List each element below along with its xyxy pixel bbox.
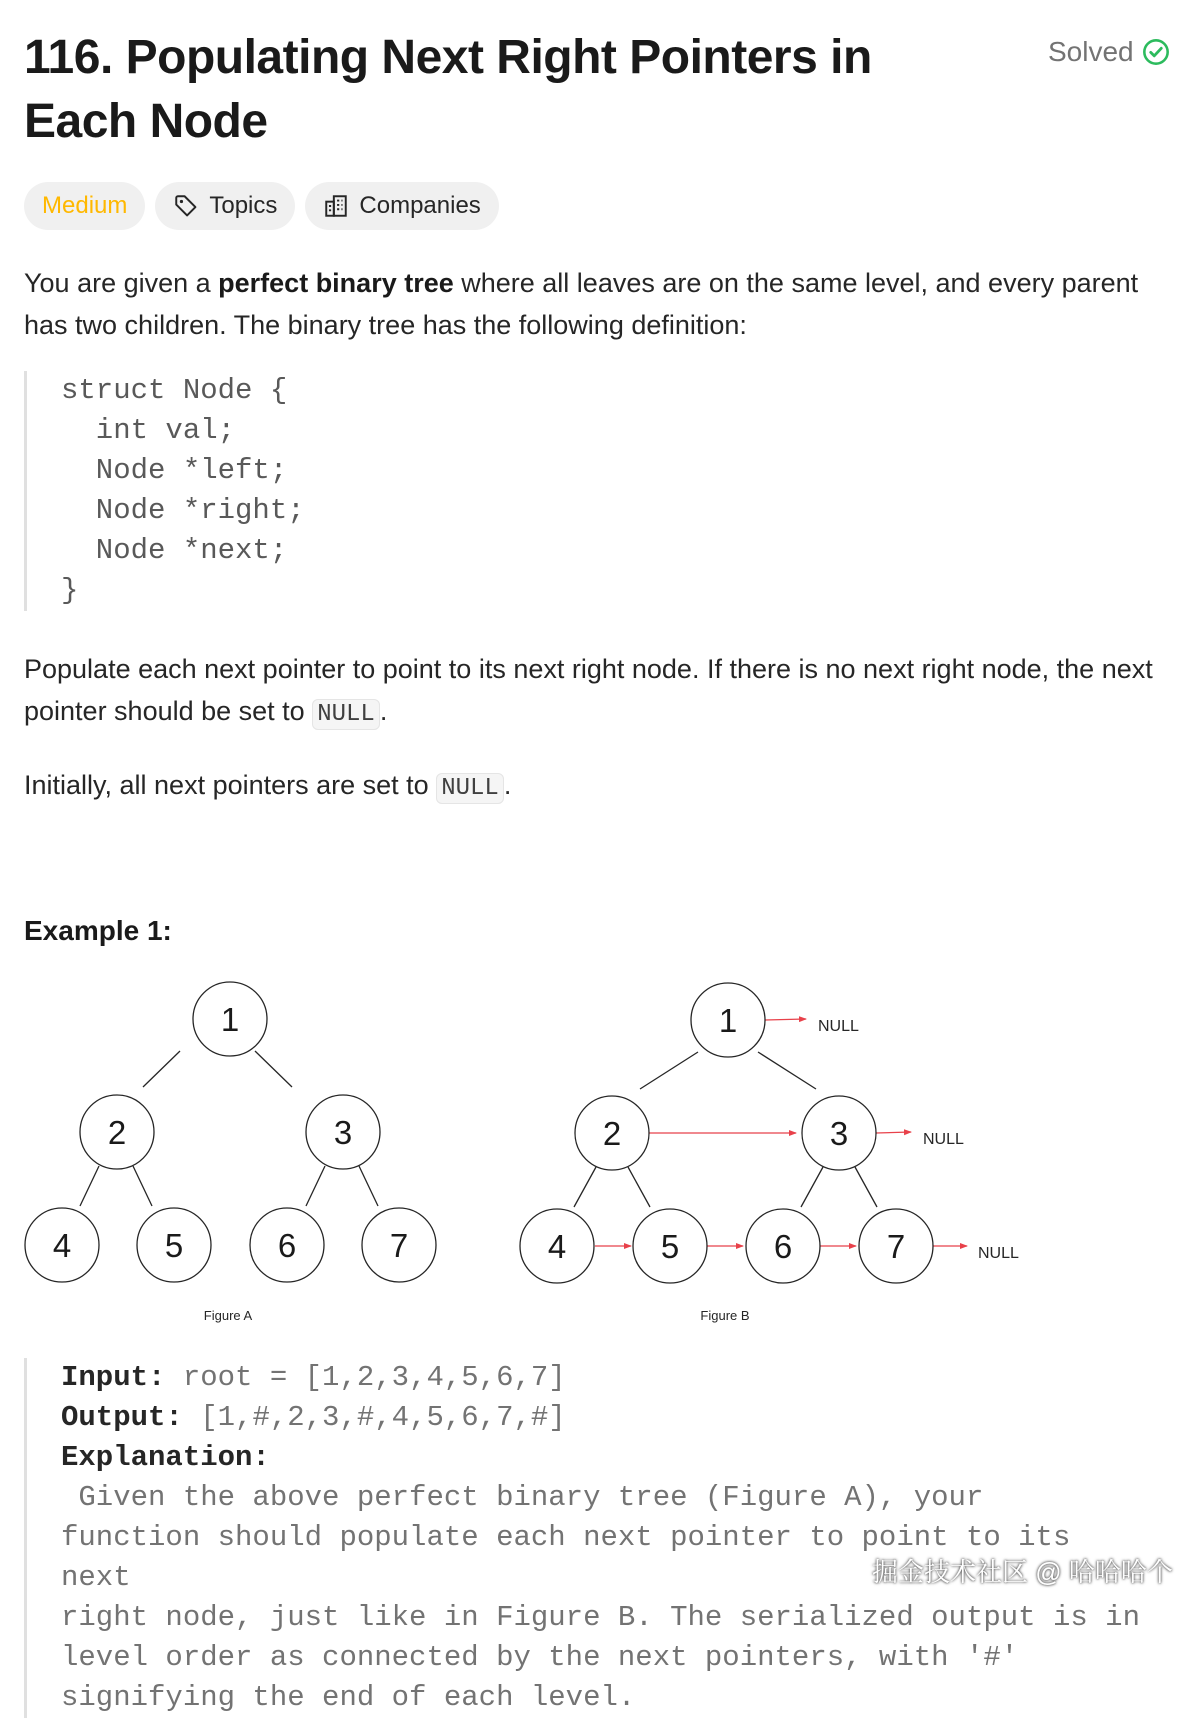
next-arrow <box>765 1019 806 1020</box>
null-code: NULL <box>436 773 504 804</box>
description-paragraph-1: You are given a perfect binary tree where all leaves are on the same level, and every parent has two children. The binary tree has the following definition: <box>24 268 1139 340</box>
null-label: NULL <box>923 1131 964 1148</box>
emphasis-perfect-binary-tree: perfect binary tree <box>218 268 454 298</box>
code-line: struct Node { <box>61 374 288 407</box>
solved-status <box>1048 36 1170 68</box>
code-line: } <box>61 574 79 607</box>
tag-bar <box>24 182 499 230</box>
tag-icon <box>173 193 199 219</box>
explanation-text: right node, just like in Figure B. The serialized output is in <box>61 1601 1140 1634</box>
code-line: Node *right; <box>61 494 305 527</box>
figure-b-label-2: 2 <box>602 1115 622 1152</box>
description-paragraph-3: Initially, all next pointers are set to NULL . <box>24 770 512 802</box>
figure-b-label-4: 4 <box>547 1228 567 1265</box>
difficulty-badge[interactable] <box>24 182 145 230</box>
output-line <box>61 1398 1144 1438</box>
figure-b-label-5: 5 <box>660 1228 680 1265</box>
watermark: 掘金技术社区 @ 哈哈哈个 <box>872 1557 1173 1587</box>
companies-label: Companies <box>359 192 481 219</box>
code-line: int val; <box>61 414 236 447</box>
figure-b-label-6: 6 <box>773 1228 793 1265</box>
explanation-text: level order as connected by the next pointers, with '#' <box>61 1641 1019 1674</box>
difficulty-label: Medium <box>42 192 128 219</box>
topics-button[interactable] <box>155 182 295 230</box>
description-paragraph-2: Populate each next pointer to point to its next right node. If there is no next right node, the next pointer should be set to NULL . <box>24 654 1153 728</box>
figure-a-label-5: 5 <box>164 1227 184 1264</box>
example-title: Example 1: <box>24 915 172 946</box>
solved-label: Solved <box>1048 36 1134 67</box>
page-title: 116. Populating Next Right Pointers in Each Node <box>24 31 872 148</box>
explanation-text: Given the above perfect binary tree (Figure A), your <box>61 1481 984 1514</box>
input-line <box>61 1358 1144 1398</box>
building-icon <box>323 193 349 219</box>
check-circle-icon <box>1142 38 1170 66</box>
topics-label: Topics <box>209 192 278 219</box>
figure-b-label-7: 7 <box>886 1228 906 1265</box>
output-value: [1,#,2,3,#,4,5,6,7,#] <box>200 1401 566 1434</box>
figure-a-label-6: 6 <box>277 1227 297 1264</box>
example-figures <box>0 970 1196 1330</box>
figure-a-caption: Figure A <box>203 1308 253 1323</box>
figure-a-label-1: 1 <box>220 1001 240 1038</box>
figure-a-label-3: 3 <box>333 1114 353 1151</box>
code-line: Node *next; <box>61 534 288 567</box>
figure-a-label-7: 7 <box>389 1227 409 1264</box>
explanation-text: signifying the end of each level. <box>61 1681 636 1714</box>
output-key: Output: <box>61 1401 183 1434</box>
figure-a-label-4: 4 <box>52 1227 72 1264</box>
figure-b-caption: Figure B <box>700 1308 750 1323</box>
companies-button[interactable] <box>305 182 498 230</box>
explanation-key: Explanation: <box>61 1441 270 1474</box>
next-arrow <box>876 1132 911 1133</box>
null-label: NULL <box>978 1245 1019 1262</box>
figure-b-label-1: 1 <box>718 1002 738 1039</box>
explanation-line <box>61 1438 1144 1518</box>
figure-a-label-2: 2 <box>107 1114 127 1151</box>
example-io-block <box>24 1358 1144 1718</box>
null-label: NULL <box>818 1018 859 1035</box>
explanation-text: function should populate each next pointer to point to its next <box>61 1521 1071 1594</box>
node-struct-code-block <box>24 371 305 611</box>
null-code: NULL <box>312 699 380 730</box>
figure-b-label-3: 3 <box>829 1115 849 1152</box>
code-line: Node *left; <box>61 454 288 487</box>
input-key: Input: <box>61 1361 166 1394</box>
input-value: root = [1,2,3,4,5,6,7] <box>182 1361 566 1394</box>
